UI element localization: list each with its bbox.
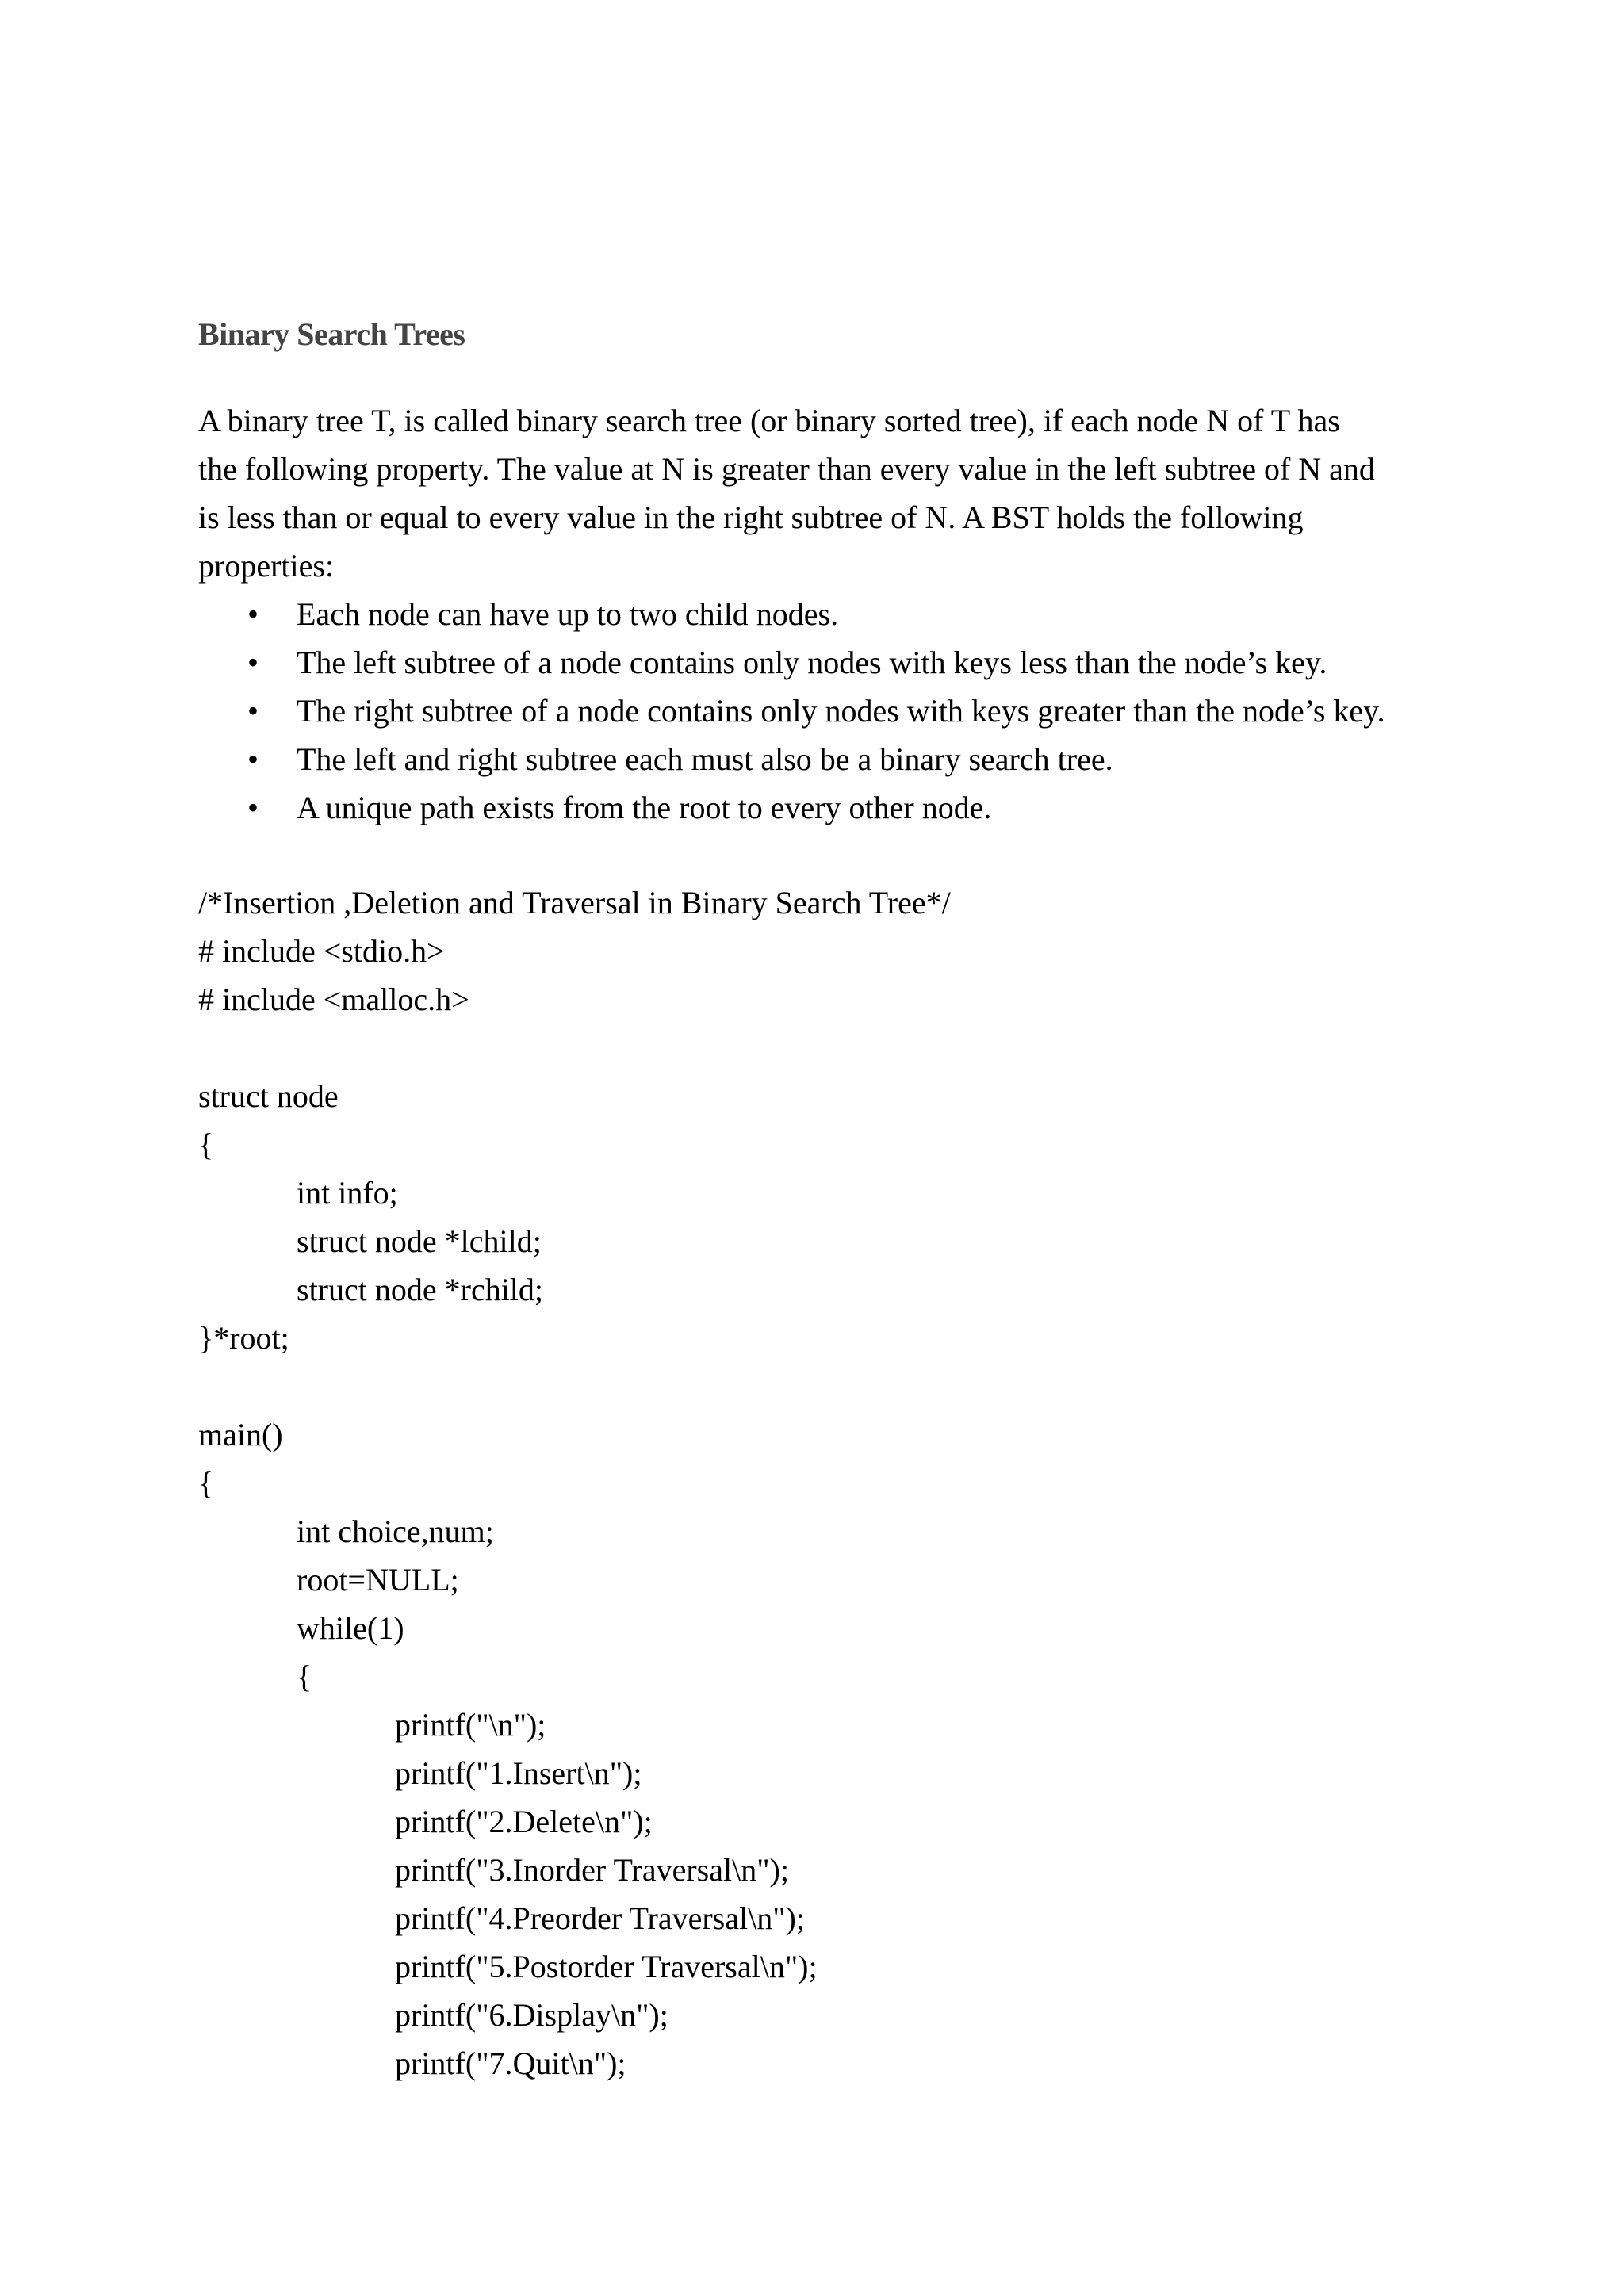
code-line: printf("3.Inorder Traversal\n"); bbox=[395, 1852, 789, 1888]
paragraph-line: properties: bbox=[198, 548, 335, 584]
paragraph-line: A binary tree T, is called binary search tree (or binary sorted tree), if each node N of T has bbox=[198, 403, 1340, 438]
bullet-icon: • bbox=[247, 596, 259, 632]
code-line: /*Insertion ,Deletion and Traversal in Binary Search Tree*/ bbox=[198, 885, 951, 920]
code-line: root=NULL; bbox=[297, 1562, 459, 1598]
code-line: int info; bbox=[297, 1175, 398, 1211]
list-item-text: The left and right subtree each must also be a binary search tree. bbox=[297, 741, 1113, 777]
code-line: struct node *rchild; bbox=[297, 1272, 544, 1307]
bullet-icon: • bbox=[247, 790, 259, 825]
paragraph-line: the following property. The value at N is greater than every value in the left subtree of N and bbox=[198, 451, 1375, 487]
code-line: printf("\n"); bbox=[395, 1707, 546, 1743]
list-item-text: The right subtree of a node contains only nodes with keys greater than the node’s key. bbox=[297, 693, 1385, 729]
code-line: printf("6.Display\n"); bbox=[395, 1997, 668, 2033]
code-line: # include <stdio.h> bbox=[198, 933, 445, 969]
code-line: { bbox=[198, 1127, 214, 1162]
code-line: struct node *lchild; bbox=[297, 1223, 542, 1259]
list-item bbox=[198, 638, 1385, 687]
list-item bbox=[198, 783, 1385, 832]
list-item bbox=[198, 687, 1385, 735]
list-item-text: Each node can have up to two child nodes. bbox=[297, 596, 839, 632]
code-line: int choice,num; bbox=[297, 1513, 494, 1549]
code-line: # include <malloc.h> bbox=[198, 982, 469, 1017]
document-title: Binary Search Trees bbox=[198, 316, 465, 352]
code-line: printf("4.Preorder Traversal\n"); bbox=[395, 1900, 805, 1936]
intro-paragraph bbox=[198, 396, 1435, 590]
code-line: while(1) bbox=[297, 1610, 404, 1646]
code-line: { bbox=[297, 1659, 312, 1694]
paragraph-line: is less than or equal to every value in the right subtree of N. A BST holds the following bbox=[198, 499, 1304, 535]
bullet-icon: • bbox=[247, 741, 259, 777]
code-line: { bbox=[198, 1465, 214, 1501]
code-line bbox=[198, 1024, 951, 1072]
code-line: main() bbox=[198, 1417, 283, 1452]
code-line: }*root; bbox=[198, 1320, 289, 1356]
code-listing bbox=[198, 878, 951, 2087]
code-line: printf("2.Delete\n"); bbox=[395, 1804, 653, 1839]
code-line: printf("7.Quit\n"); bbox=[395, 2045, 626, 2081]
bullet-icon: • bbox=[247, 645, 259, 680]
code-line bbox=[198, 1362, 951, 1410]
bullet-icon: • bbox=[247, 693, 259, 729]
code-line: printf("5.Postorder Traversal\n"); bbox=[395, 1949, 818, 1984]
list-item-text: A unique path exists from the root to every other node. bbox=[297, 790, 992, 825]
list-item bbox=[198, 590, 1385, 638]
list-item bbox=[198, 735, 1385, 783]
code-line: printf("1.Insert\n"); bbox=[395, 1755, 642, 1791]
properties-list bbox=[198, 590, 1385, 832]
code-line: struct node bbox=[198, 1078, 339, 1114]
list-item-text: The left subtree of a node contains only nodes with keys less than the node’s key. bbox=[297, 645, 1327, 680]
